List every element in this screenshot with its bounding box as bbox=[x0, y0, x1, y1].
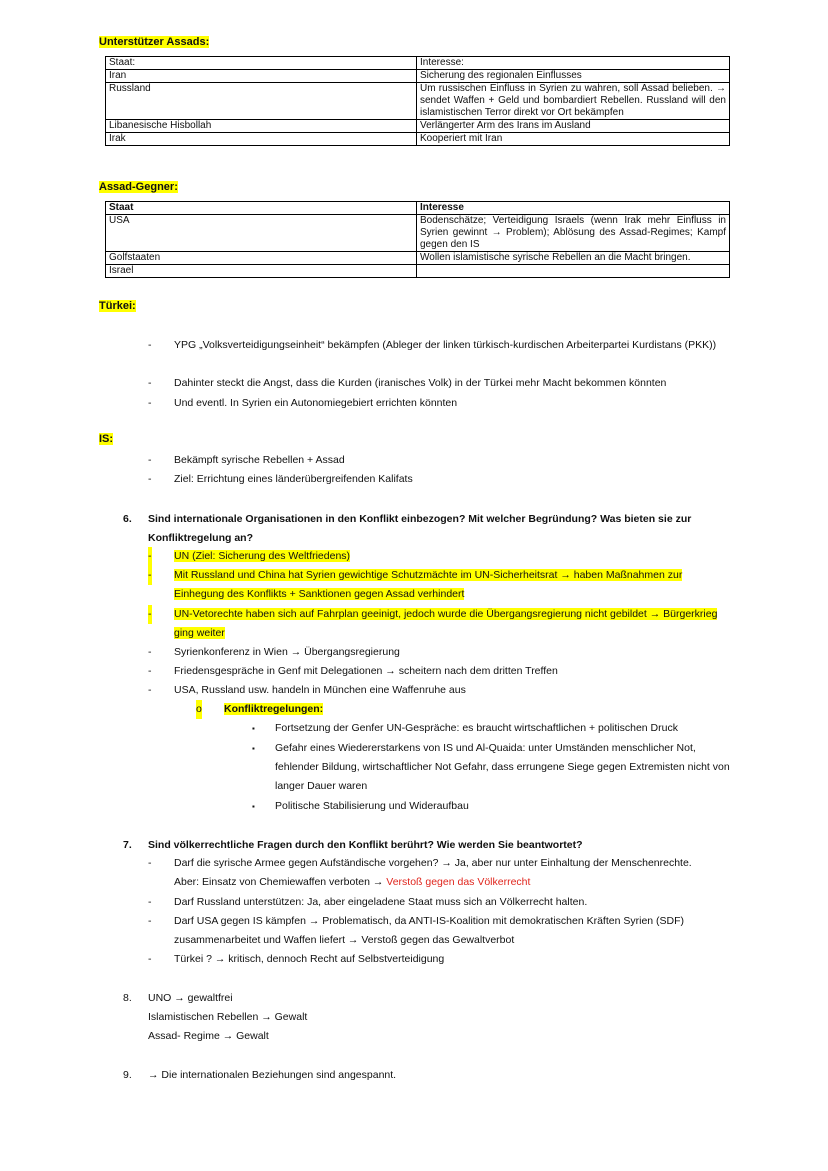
question-number: 8. bbox=[123, 992, 132, 1004]
list-item: Dahinter steckt die Angst, dass die Kurden (iranisches Volk) in der Türkei mehr Macht bekommen könnten bbox=[174, 377, 667, 389]
list-item: USA, Russland usw. handeln in München eine Waffenruhe aus bbox=[174, 684, 466, 696]
question-number: 7. bbox=[123, 839, 132, 851]
heading-turkey: Türkei: bbox=[99, 300, 136, 312]
list-item: Darf USA gegen IS kämpfen → Problematisch, da ANTI-IS-Koalition mit demokratischen Kräften Syrien (SDF) zusammenarbeitet und Waffen liefert → Verstoß gegen das Gewaltverbot bbox=[174, 915, 685, 946]
dash-bullet: - bbox=[148, 665, 152, 677]
list-item: Bekämpft syrische Rebellen + Assad bbox=[174, 454, 345, 466]
list-item: Friedensgespräche in Genf mit Delegationen → scheitern nach dem dritten Treffen bbox=[174, 665, 558, 677]
table-row: USA Bodenschätze; Verteidigung Israels (wenn Irak mehr Einfluss in Syrien gewinnt → Problem); Ablösung des Assad-Regimes; Kampf gegen den IS bbox=[106, 215, 730, 252]
dash-bullet: - bbox=[148, 566, 152, 585]
dash-bullet: - bbox=[148, 473, 152, 485]
list-item: Darf Russland unterstützen: Ja, aber eingeladene Staat muss sich an Völkerrecht halten. bbox=[174, 896, 588, 908]
table-row: Golfstaaten Wollen islamistische syrische Rebellen an die Macht bringen. bbox=[106, 252, 730, 265]
table-row: Irak Kooperiert mit Iran bbox=[106, 133, 730, 146]
red-text: Verstoß gegen das Völkerrecht bbox=[386, 876, 531, 888]
list-item: UN-Vetorechte haben sich auf Fahrplan geeinigt, jedoch wurde die Übergangsregierung nicht gebildet → Bürgerkrieg ging weiter bbox=[174, 608, 718, 639]
table-row: Staat: Interesse: bbox=[106, 57, 730, 70]
list-item: Islamistischen Rebellen → Gewalt bbox=[148, 1011, 308, 1023]
question-6: Sind internationale Organisationen in den Konflikt einbezogen? Mit welcher Begründung? Was bieten sie zur Konfliktregelung an? bbox=[148, 513, 692, 544]
dash-bullet: - bbox=[148, 397, 152, 409]
dash-bullet: - bbox=[148, 684, 152, 696]
heading-opponents: Assad-Gegner: bbox=[99, 181, 178, 193]
list-item: Mit Russland und China hat Syrien gewichtige Schutzmächte im UN-Sicherheitsrat → haben Maßnahmen zur Einhegung des Konflikts + Sanktionen gegen Assad verhindert bbox=[174, 569, 683, 600]
table-row: Iran Sicherung des regionalen Einflusses bbox=[106, 70, 730, 83]
list-item: UNO → gewaltfrei bbox=[148, 992, 233, 1004]
list-item: Politische Stabilisierung und Wideraufbau bbox=[275, 800, 469, 812]
sub-heading-konfliktregelungen: Konfliktregelungen: bbox=[224, 703, 324, 715]
list-item: Darf die syrische Armee gegen Aufständische vorgehen? → Ja, aber nur unter Einhaltung der Menschenrechte. Aber: Einsatz von Chemiewaffen verboten → Verstoß gegen das Völkerrecht bbox=[174, 857, 692, 888]
list-item: Gefahr eines Wiedererstarkens von IS und Al-Quaida: unter Umständen menschlicher Not, fehlender Bildung, wirtschaftlicher Not Gefahr, dass errungene Siege gegen Extremisten nicht von langer Dauer waren bbox=[275, 742, 730, 792]
dash-bullet: - bbox=[148, 857, 152, 869]
list-item: Und eventl. In Syrien ein Autonomiegebiert errichten könnten bbox=[174, 397, 458, 409]
square-bullet: ▪ bbox=[252, 724, 255, 733]
dash-bullet: - bbox=[148, 454, 152, 466]
list-item: Fortsetzung der Genfer UN-Gespräche: es braucht wirtschaftlichen + politischen Druck bbox=[275, 722, 678, 734]
list-item: Assad- Regime → Gewalt bbox=[148, 1030, 269, 1042]
list-item: Türkei ? → kritisch, dennoch Recht auf Selbstverteidigung bbox=[174, 953, 445, 965]
dash-bullet: - bbox=[148, 547, 152, 566]
dash-bullet: - bbox=[148, 953, 152, 965]
square-bullet: ▪ bbox=[252, 744, 255, 753]
supporters-table bbox=[105, 56, 730, 146]
table-row: Israel bbox=[106, 265, 730, 278]
dash-bullet: - bbox=[148, 377, 152, 389]
dash-bullet: - bbox=[148, 605, 152, 624]
table-row: Staat Interesse bbox=[106, 202, 730, 215]
conclusion-text: → Die internationalen Beziehungen sind angespannt. bbox=[148, 1069, 397, 1081]
list-item: Syrienkonferenz in Wien → Übergangsregierung bbox=[174, 646, 400, 658]
question-7: Sind völkerrechtliche Fragen durch den Konflikt berührt? Wie werden Sie beantwortet? bbox=[148, 839, 583, 851]
circle-bullet: o bbox=[196, 700, 202, 719]
list-item: YPG „Volksverteidigungseinheit“ bekämpfen (Ableger der linken türkisch-kurdischen Arbeiterpartei Kurdistans (PKK)) bbox=[174, 339, 717, 351]
table-row: Libanesische Hisbollah Verlängerter Arm des Irans im Ausland bbox=[106, 120, 730, 133]
dash-bullet: - bbox=[148, 646, 152, 658]
question-number: 9. bbox=[123, 1069, 132, 1081]
heading-is: IS: bbox=[99, 433, 114, 445]
table-row: Russland Um russischen Einfluss in Syrien zu wahren, soll Assad belieben. → sendet Waffen + Geld und bombardiert Rebellen. Russland will den islamistischen Terror direkt vor Ort bekämpfen bbox=[106, 83, 730, 120]
dash-bullet: - bbox=[148, 915, 152, 927]
heading-supporters: Unterstützer Assads: bbox=[99, 36, 210, 48]
dash-bullet: - bbox=[148, 896, 152, 908]
list-item: Ziel: Errichtung eines länderübergreifenden Kalifats bbox=[174, 473, 413, 485]
opponents-table bbox=[105, 201, 730, 278]
dash-bullet: - bbox=[148, 339, 152, 351]
list-item: UN (Ziel: Sicherung des Weltfriedens) bbox=[174, 550, 351, 562]
square-bullet: ▪ bbox=[252, 802, 255, 811]
question-number: 6. bbox=[123, 513, 132, 525]
